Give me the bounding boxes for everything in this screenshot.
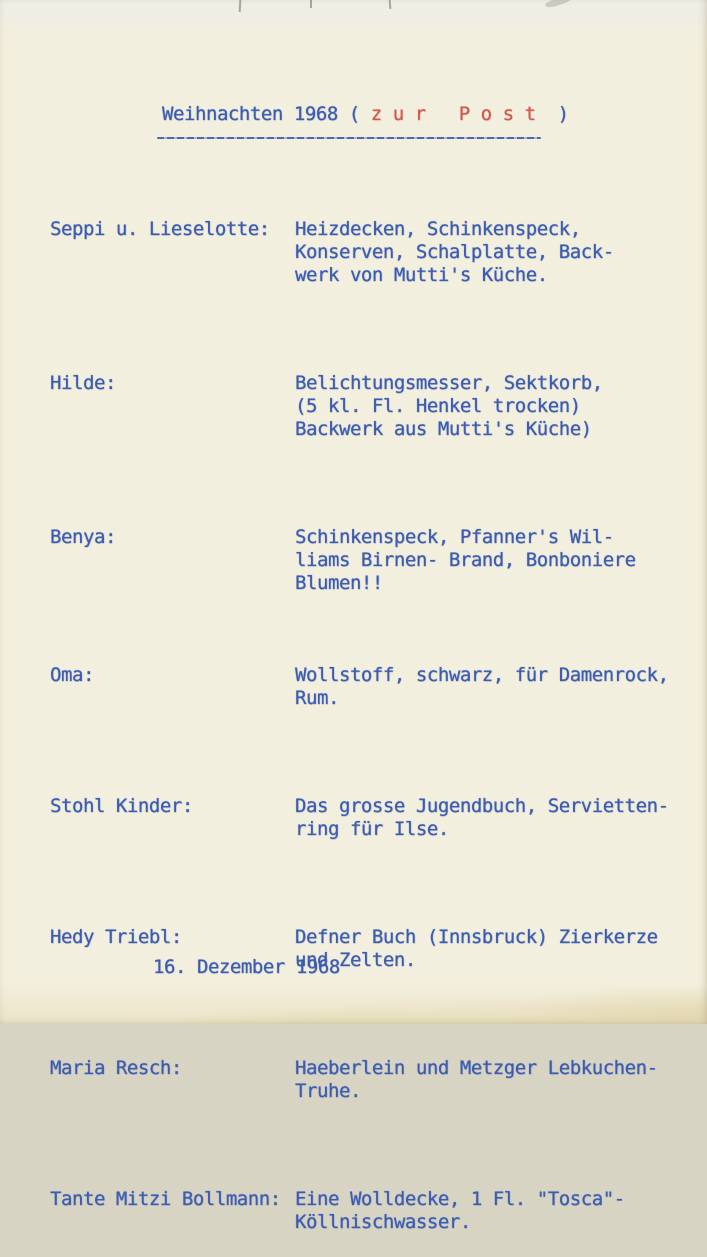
scan-artifact-mark	[310, 0, 312, 8]
title-blue-prefix: Weihnachten 1968 (	[162, 103, 371, 125]
gift-lines	[295, 926, 658, 972]
title-underline	[157, 137, 541, 139]
gift-entry	[50, 1188, 669, 1234]
gift-line: (5 kl. Fl. Henkel trocken)	[295, 395, 581, 417]
gift-line: Das grosse Jugendbuch, Servietten-	[295, 795, 669, 817]
gift-line: Heizdecken, Schinkenspeck,	[295, 218, 581, 240]
gift-entry	[50, 926, 669, 972]
gift-list	[50, 172, 669, 1257]
gift-entry	[50, 664, 669, 710]
gift-line: Blumen!!	[295, 572, 383, 594]
gift-line: Belichtungsmesser, Sektkorb,	[295, 372, 603, 394]
title-red-text: z u r P o s t	[370, 103, 536, 125]
gift-lines	[295, 526, 636, 595]
scan-artifact-mark	[239, 0, 242, 12]
scan-artifact-mark	[389, 0, 392, 9]
gift-lines	[295, 1188, 625, 1234]
gift-lines	[295, 372, 603, 441]
gift-lines	[295, 218, 614, 287]
recipient-label: Maria Resch:	[50, 1057, 182, 1079]
gift-line: liams Birnen- Brand, Bonboniere	[295, 549, 636, 571]
title-blue-suffix: )	[535, 103, 569, 125]
recipient-label: Tante Mitzi Bollmann:	[50, 1188, 281, 1210]
gift-line: werk von Mutti's Küche.	[295, 264, 548, 286]
gift-line: Haeberlein und Metzger Lebkuchen-	[295, 1057, 658, 1079]
gift-line: Defner Buch (Innsbruck) Zierkerze	[295, 926, 658, 948]
gift-line: Wollstoff, schwarz, für Damenrock,	[295, 664, 669, 686]
gift-line: und Zelten.	[295, 949, 416, 971]
gift-line: ring für Ilse.	[295, 818, 449, 840]
gift-line: Truhe.	[295, 1080, 361, 1102]
recipient-label: Oma:	[50, 664, 94, 686]
scan-artifact-smudge	[545, 0, 574, 9]
gift-lines	[295, 795, 669, 841]
page-title	[162, 103, 569, 126]
date-line: 16. Dezember 1968	[153, 956, 340, 978]
gift-entry	[50, 1057, 669, 1103]
recipient-label: Hedy Triebl:	[50, 926, 182, 948]
gift-entry	[50, 218, 669, 287]
gift-line: Backwerk aus Mutti's Küche)	[295, 418, 592, 440]
gift-line: Köllnischwasser.	[295, 1211, 471, 1233]
recipient-label: Stohl Kinder:	[50, 795, 193, 817]
gift-line: Konserven, Schalplatte, Back-	[295, 241, 614, 263]
gift-entry	[50, 526, 669, 595]
recipient-label: Benya:	[50, 526, 116, 548]
gift-lines	[295, 664, 669, 710]
gift-line: Rum.	[295, 687, 339, 709]
gift-entry	[50, 372, 669, 441]
gift-entry	[50, 795, 669, 841]
gift-line: Schinkenspeck, Pfanner's Wil-	[295, 526, 614, 548]
gift-line: Eine Wolldecke, 1 Fl. "Tosca"-	[295, 1188, 625, 1210]
recipient-label: Seppi u. Lieselotte:	[50, 218, 270, 240]
gift-lines	[295, 1057, 658, 1103]
recipient-label: Hilde:	[50, 372, 116, 394]
